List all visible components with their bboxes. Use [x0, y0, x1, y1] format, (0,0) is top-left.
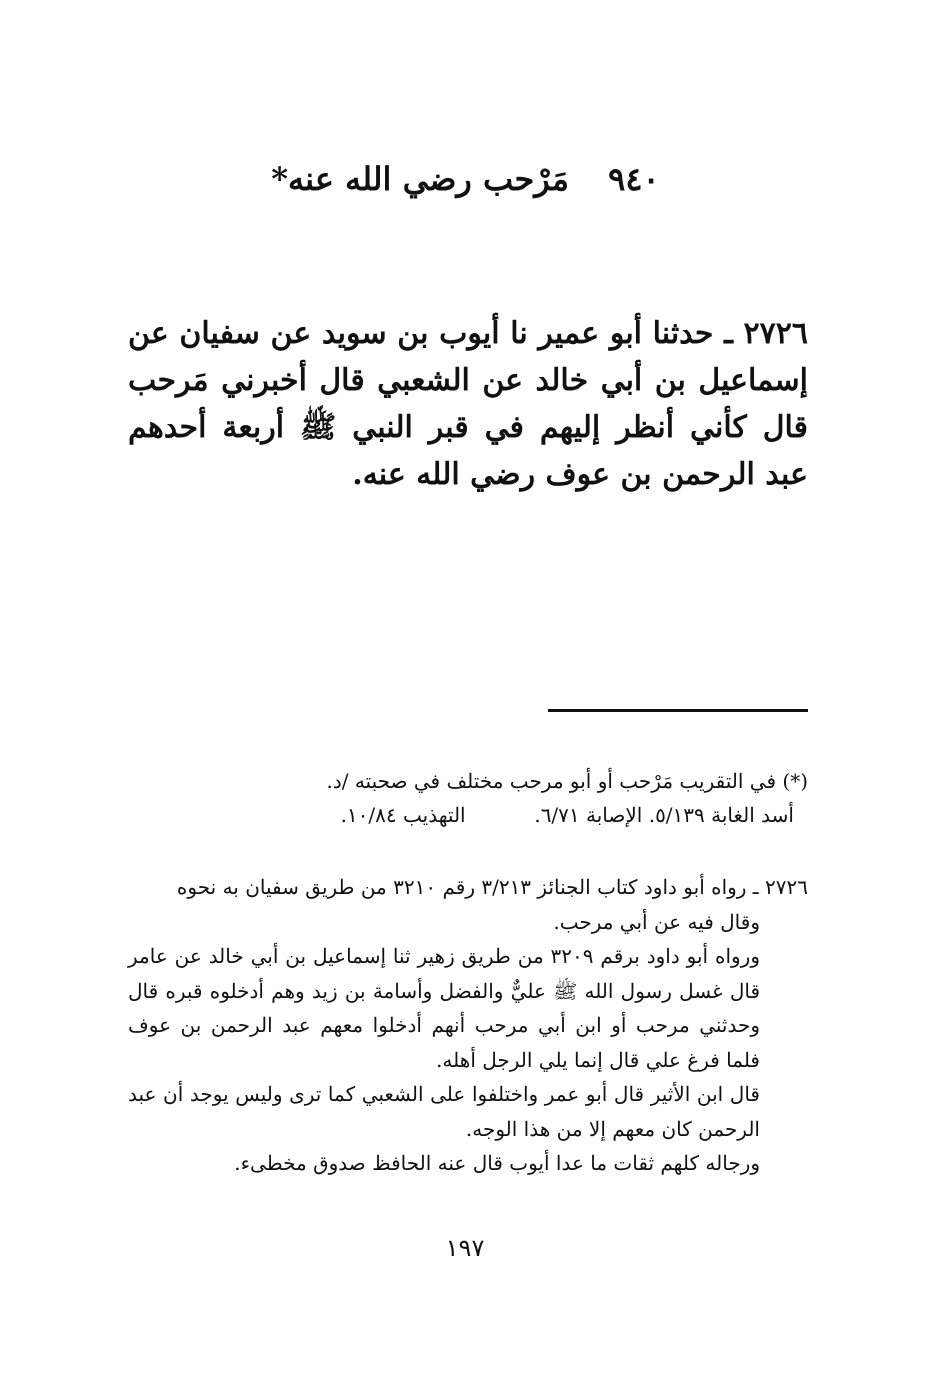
- note-paragraph: ٢٧٢٦ ـ رواه أبو داود كتاب الجنائز ٣/٢١٣ رقم ٣٢١٠ من طريق سفيان به نحوه: [176, 875, 808, 899]
- section-title: مَرْحب رضي الله عنه*: [271, 160, 570, 198]
- reference-usd-al-ghaba: أسد الغابة ٥/١٣٩.: [648, 803, 794, 827]
- page-number: ١٩٧: [445, 1234, 485, 1262]
- note-paragraph: ورواه أبو داود برقم ٣٢٠٩ من طريق زهير ثنا إسماعيل بن أبي خالد عن عامر قال غسل رسول الله ﷺ عليٌّ والفضل وأسامة بن زيد وهم أدخلوه قبره قال وحدثني مرحب أو ابن أبي مرحب أنهم أدخلوا معهم عبد الرحمن بن عوف فلما فرغ علي قال إنما يلي الرجل أهله.: [128, 944, 760, 1072]
- reference-al-tahdhib: التهذيب ١٠/٨٤.: [340, 803, 466, 827]
- note-paragraph: ورجاله كلهم ثقات ما عدا أيوب قال عنه الحافظ صدوق مخطىء.: [234, 1151, 760, 1175]
- biography-footnote: [200, 764, 808, 832]
- takhrij-notes: [128, 870, 808, 1181]
- footnote-divider: [548, 709, 808, 712]
- footnote-line: (*) في التقريب مَرْحب أو أبو مرحب مختلف في صحبته /د.: [326, 769, 808, 793]
- reference-al-isaba: الإصابة ٦/٧١.: [534, 803, 643, 827]
- footnote-references: [200, 798, 808, 832]
- note-paragraph: وقال فيه عن أبي مرحب.: [553, 909, 760, 934]
- section-number: ٩٤٠: [608, 160, 660, 198]
- section-heading: [130, 160, 801, 198]
- note-paragraph: قال ابن الأثير قال أبو عمر واختلفوا على الشعبي كما ترى وليس يوجد أن عبد الرحمن كان معهم إلا من هذا الوجه.: [128, 1082, 760, 1141]
- hadith-text: ٢٧٢٦ ـ حدثنا أبو عمير نا أيوب بن سويد عن سفيان عن إسماعيل بن أبي خالد عن الشعبي قال أخبرني مَرحب قال كأني أنظر إليهم في قبر النبي ﷺ أربعة أحدهم عبد الرحمن بن عوف رضي الله عنه.: [128, 316, 808, 492]
